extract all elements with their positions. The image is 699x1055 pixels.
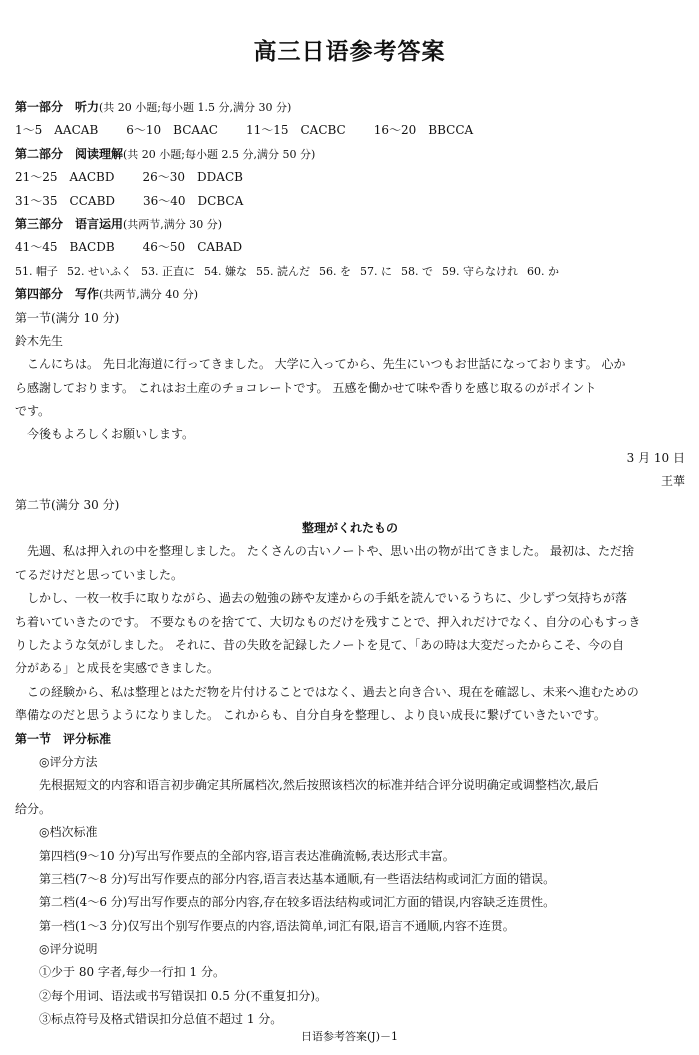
essay-title: 整理がくれたもの (301, 521, 398, 536)
part1-heading (15, 96, 685, 119)
vocab-answer: 56. を (319, 264, 351, 278)
part3-answers-row1 (15, 236, 685, 259)
grade-item: 第四档(9～10 分)写出写作要点的全部内容,语言表达准确流畅,表达形式丰富。 (39, 848, 455, 863)
part2-heading-text: 第二部分 阅读理解 (15, 146, 124, 161)
grade-item: 第二档(4～6 分)写出写作要点的部分内容,存在较多语法结构或词汇方面的错误,内容缺乏连贯性。 (39, 895, 556, 910)
answer-group: 36～40 DCBCA (143, 193, 244, 208)
letter-closing: 今後もよろしくお願いします。 (27, 427, 195, 442)
answer-group: 26～30 DDACB (142, 170, 243, 185)
section2-title: 第二节(满分 30 分) (15, 497, 120, 512)
letter-signature: 王華 (660, 474, 685, 489)
part3-heading-text: 第三部分 语言运用 (15, 216, 124, 231)
part2-heading (15, 143, 685, 166)
answer-group: 6～10 BCAAC (126, 123, 218, 138)
scoring-method-line: 给分。 (15, 801, 52, 816)
part1-answers (15, 119, 685, 142)
vocab-answer: 59. 守らなけれ (442, 264, 518, 278)
grade-item: 第一档(1～3 分)仅写出个别写作要点的内容,语法简单,词汇有限,语言不通顺,内容不连贯。 (39, 918, 515, 933)
part3-heading (15, 213, 685, 236)
part4-heading-text: 第四部分 写作 (15, 287, 100, 302)
answer-group: 16～20 BBCCA (373, 123, 474, 138)
vocab-answer: 58. で (401, 264, 433, 278)
answer-group: 41～45 BACDB (15, 240, 115, 255)
part1-heading-text: 第一部分 听力 (15, 100, 100, 114)
scoring-note: ①少于 80 字者,每少一行扣 1 分。 (39, 965, 225, 980)
answer-group: 31～35 CCABD (15, 193, 116, 208)
vocab-answer: 51. 帽子 (15, 264, 58, 278)
page-title: 高三日语参考答案 (253, 39, 446, 65)
vocab-answer: 52. せいふく (67, 264, 132, 278)
part2-note: (共 20 小题;每小题 2.5 分,满分 50 分) (123, 147, 316, 161)
part2-answers-row2 (15, 190, 685, 213)
essay-line: 準備なのだと思うようになりました。 これからも、自分自身を整理し、より良い成長に繋げていきたいです。 (15, 708, 606, 723)
essay-line: りしたような気がしました。 それに、昔の失敗を記録したノートを見て、「あの時は大変だったからこそ、今の自 (15, 637, 624, 652)
letter-body-line: こんにちは。 先日北海道に行ってきました。 大学に入ってから、先生にいつもお世話になっております。 心か (27, 357, 626, 372)
letter-body-line: です。 (15, 404, 51, 419)
grade-item: 第三档(7～8 分)写出写作要点的部分内容,语言表达基本通顺,有一些语法结构或词汇方面的错误。 (39, 871, 556, 886)
scoring-note: ②每个用词、语法或书写错误扣 0.5 分(不重复扣分)。 (39, 988, 328, 1003)
vocab-answer: 57. に (360, 264, 392, 278)
answer-group: 21～25 AACBD (15, 170, 115, 185)
section1-title: 第一节(满分 10 分) (15, 310, 120, 325)
grades-title: ◎档次标准 (39, 825, 98, 840)
scoring-method-line: 先根据短文的内容和语言初步确定其所属档次,然后按照该档次的标准并结合评分说明确定或调整档次,最后 (39, 778, 599, 793)
answer-content (15, 96, 685, 1032)
scoring-notes-title: ◎评分说明 (39, 942, 98, 957)
essay-line: ち着いていきたのです。 不要なものを捨てて、大切なものだけを残すことで、押入れだけでなく、自分の心もすっき (15, 614, 641, 629)
essay-line: 分がある」と成長を実感できました。 (15, 661, 220, 676)
vocab-answer: 60. か (527, 264, 559, 278)
scoring-method-title: ◎评分方法 (39, 754, 98, 769)
vocab-answer: 53. 正直に (141, 264, 195, 278)
part4-heading (15, 283, 685, 306)
answer-group: 1～5 AACAB (15, 123, 99, 138)
letter-date: 3 月 10 日 (626, 450, 685, 465)
part1-note: (共 20 小题;每小题 1.5 分,满分 30 分) (99, 101, 292, 114)
essay-line: 先週、私は押入れの中を整理しました。 たくさんの古いノートや、思い出の物が出てきました。 最初は、ただ捨 (27, 544, 635, 559)
part3-note: (共两节,满分 30 分) (123, 217, 223, 231)
scoring-note: ③标点符号及格式错误扣分总值不超过 1 分。 (39, 1012, 283, 1027)
essay-line: てるだけだと思っていました。 (15, 567, 184, 582)
vocab-answer: 55. 読んだ (256, 264, 310, 278)
answer-group: 11～15 CACBC (245, 123, 346, 138)
letter-greeting: 鈴木先生 (15, 333, 64, 348)
scoring-heading: 第一节 评分标准 (15, 731, 112, 746)
vocab-answer: 54. 嫌な (204, 264, 247, 278)
letter-body-line: ら感謝しております。 これはお土産のチョコレートです。 五感を働かせて味や香りを感じ取るのがポイント (15, 380, 597, 395)
part3-vocab-answers (15, 260, 685, 283)
answer-group: 46～50 CABAD (142, 240, 243, 255)
part4-note: (共两节,满分 40 分) (99, 288, 199, 302)
essay-line: この経験から、私は整理とはただ物を片付けることではなく、過去と向き合い、現在を確認し、未来へ進むための (27, 684, 639, 699)
page-footer: 日语参考答案(J)－1 (301, 1030, 398, 1043)
essay-line: しかし、一枚一枚手に取りながら、過去の勉強の跡や友達からの手紙を読んでいるうちに、少しずつ気持ちが落 (27, 591, 628, 606)
part2-answers-row1 (15, 166, 685, 189)
